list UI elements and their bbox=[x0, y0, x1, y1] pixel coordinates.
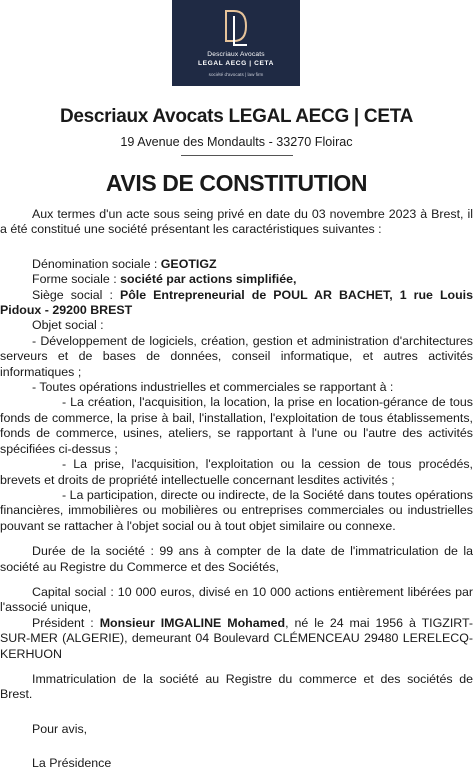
immatriculation-paragraph: Immatriculation de la société au Registre du commerce et des sociétés de Brest. bbox=[0, 671, 473, 702]
logo-line-2: LEGAL AECG | CETA bbox=[197, 60, 275, 67]
forme-label: Forme sociale : bbox=[32, 272, 121, 287]
logo-line-1: Descriaux Avocats bbox=[207, 51, 265, 58]
siege-label: Siège social : bbox=[32, 287, 120, 302]
firm-name: Descriaux Avocats LEGAL AECG | CETA bbox=[59, 106, 414, 127]
denomination-line bbox=[0, 257, 473, 272]
closing-line: Pour avis, bbox=[32, 721, 88, 736]
siege-line bbox=[0, 288, 473, 319]
divider bbox=[181, 155, 293, 156]
president-label: Président : bbox=[32, 615, 100, 630]
firm-address: 19 Avenue des Mondaults - 33270 Floirac bbox=[120, 135, 353, 149]
notice-title: AVIS DE CONSTITUTION bbox=[105, 170, 368, 196]
dl-monogram-icon bbox=[220, 8, 252, 48]
objet-item: - La participation, directe ou indirecte, de la Société dans toutes opérations financières, immobilières ou mobilières ou entreprises commerciales ou industrielles pouvant se rattacher à l'objet social ou à tout objet similaire ou connexe. bbox=[0, 487, 473, 533]
capital-paragraph: Capital social : 10 000 euros, divisé en 10 000 actions entièrement libérées par l'associé unique, bbox=[0, 584, 473, 615]
forme-line bbox=[0, 272, 473, 287]
denomination-value: GEOTIGZ bbox=[160, 256, 217, 271]
president-name: Monsieur IMGALINE Mohamed bbox=[99, 615, 286, 630]
notice-body bbox=[0, 207, 473, 772]
denomination-label: Dénomination sociale : bbox=[32, 256, 161, 271]
objet-item: - La prise, l'acquisition, l'exploitation ou la cession de tous procédés, brevets et droits de propriété intellectuelle concernant lesdites activités ; bbox=[0, 457, 473, 487]
intro-paragraph: Aux termes d'un acte sous seing privé en date du 03 novembre 2023 à Brest, il a été constitué une société présentant les caractéristiques suivantes : bbox=[0, 207, 473, 237]
objet-item: - Toutes opérations industrielles et commerciales se rapportant à : bbox=[32, 380, 394, 395]
duree-paragraph: Durée de la société : 99 ans à compter de la date de l'immatriculation de la société au Registre du Commerce et des Sociétés, bbox=[0, 544, 473, 574]
logo-line-3: société d'avocats | law firm bbox=[208, 72, 264, 77]
objet-item: - Développement de logiciels, création, gestion et administration d'architectures serveurs et de bases de données, conseil informatique, et autres activités informatiques ; bbox=[0, 333, 473, 379]
president-paragraph bbox=[0, 616, 473, 662]
siege-value: Pôle Entrepreneurial de POUL AR BACHET, 1 rue Louis Pidoux - 29200 BREST bbox=[0, 287, 473, 318]
objet-label: Objet social : bbox=[32, 318, 104, 333]
president-details: , né le 24 mai 1956 à TIGZIRT-SUR-MER (ALGERIE), demeurant 04 Boulevard CLÉMENCEAU 29480 LERELECQ-KERHUON bbox=[0, 615, 473, 661]
firm-logo bbox=[172, 0, 300, 86]
objet-item: - La création, l'acquisition, la location, la prise en location-gérance de tous fonds de commerce, la prise à bail, l'installation, l'exploitation de tous établissements, fonds de commerce, usines, ateliers, se rapportant à l'une ou l'autre des activités spécifiées ci-dessus ; bbox=[0, 395, 473, 456]
signature-line: La Présidence bbox=[32, 756, 112, 771]
forme-value: société par actions simplifiée, bbox=[120, 272, 297, 287]
